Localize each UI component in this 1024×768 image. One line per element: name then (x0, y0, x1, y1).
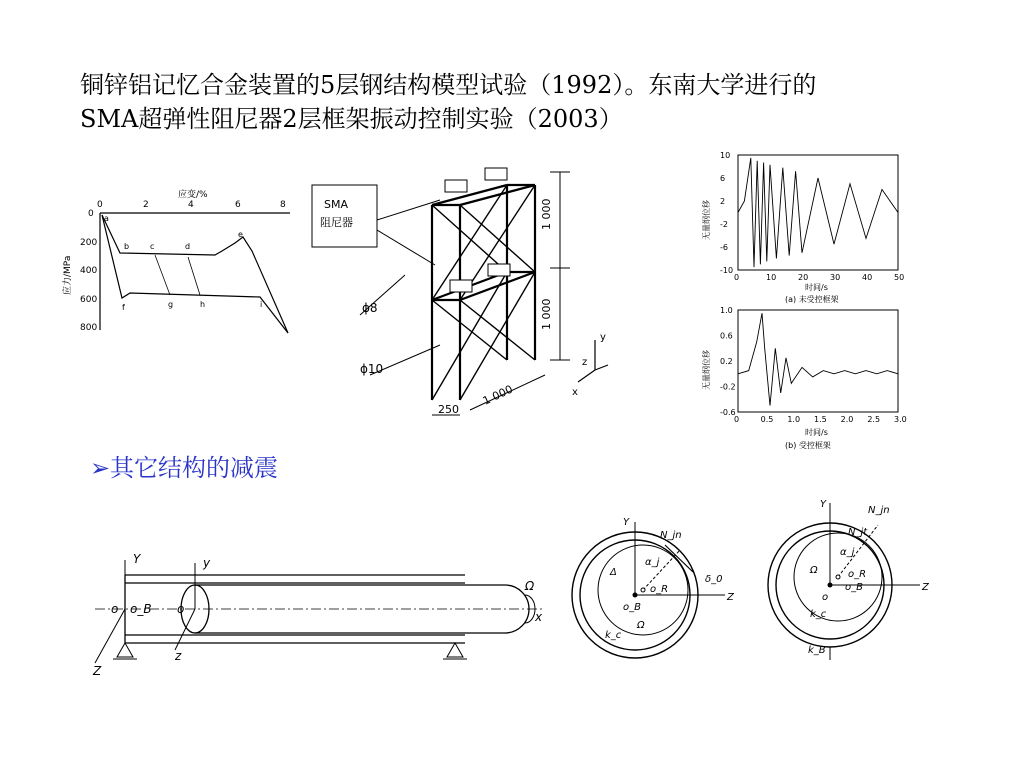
y-tick-label: -2 (720, 220, 728, 229)
top-tick: 2 (143, 200, 149, 210)
label-o: o (111, 602, 119, 616)
label-delta0: δ_0 (705, 574, 723, 585)
label-alpha: α_j (840, 547, 855, 558)
x-tick-label: 1.5 (814, 415, 827, 424)
title-line-2: SMA超弹性阻尼器2层框架振动控制实验（2003） (80, 105, 623, 133)
point-label: b (124, 242, 130, 251)
bullet-arrow-icon: ➢ (90, 454, 111, 482)
label-Y: Y (623, 517, 630, 528)
axis-z: z (582, 357, 588, 368)
point-label: f (122, 303, 125, 312)
x-tick-label: 30 (830, 273, 841, 282)
label-kB: k_B (808, 645, 826, 656)
label-omega: Ω (525, 579, 535, 593)
y-tick-label: -6 (720, 243, 728, 252)
x-tick-label: 40 (862, 273, 873, 282)
y-tick-label: 10 (720, 151, 731, 160)
label-omega: Ω (810, 565, 818, 576)
sma-frame-figure (310, 160, 630, 435)
label-Z: Z (93, 664, 102, 678)
top-tick: 4 (188, 200, 194, 210)
chart-b-title: (b) 受控框架 (785, 441, 831, 450)
label-Z: Z (922, 582, 929, 593)
label-oB: o_B (623, 602, 641, 613)
top-tick: 0 (97, 200, 103, 210)
x-tick-label: 10 (766, 273, 777, 282)
dim-top: 1 000 (540, 198, 553, 230)
bullet-text: 其它结构的减震 (110, 454, 278, 482)
label-alpha: α_j (645, 557, 660, 568)
axis-y: y (600, 332, 606, 343)
label-Njn: N_jn (660, 530, 682, 541)
label-Z: Z (727, 592, 734, 603)
rub-impact-figure-1 (565, 510, 750, 660)
x-tick-label: 0 (734, 273, 740, 282)
y-tick-label: 6 (720, 174, 726, 183)
label-o: o (822, 592, 829, 603)
point-label: g (168, 300, 174, 309)
stress-strain-figure (60, 185, 300, 345)
slide-title (80, 68, 980, 136)
point-label: e (238, 230, 243, 239)
left-tick: 600 (80, 295, 98, 305)
y-tick-label: -0.6 (720, 408, 736, 417)
x-tick-label: 0.5 (760, 415, 774, 424)
label-kc: k_c (605, 630, 622, 641)
phi10-label: ϕ10 (360, 362, 384, 376)
label-oB: o_B (130, 602, 152, 616)
rotor-figure (85, 545, 555, 685)
damper-label-zh: 阻尼器 (320, 216, 353, 229)
response-chart-uncontrolled (695, 145, 910, 305)
left-tick: 800 (80, 323, 98, 333)
y-tick-label: 2 (720, 197, 726, 206)
y-tick-label: 1.0 (720, 306, 733, 315)
damper-label-sma: SMA (324, 198, 348, 211)
bullet-item (90, 448, 278, 483)
chart-a-ylabel: 无量纲位移 (702, 200, 711, 240)
title-line-1: 铜锌铝记忆合金装置的5层钢结构模型试验（1992）。东南大学进行的 (80, 71, 817, 99)
label-delta: Δ (610, 567, 617, 578)
point-label: d (185, 242, 191, 251)
label-Njt: N_jt (848, 527, 868, 538)
chart-a-title: (a) 未受控框架 (785, 295, 839, 304)
left-tick: 0 (88, 209, 94, 219)
chart-b-ylabel: 无量纲位移 (702, 350, 711, 390)
point-label: h (200, 300, 206, 309)
label-y: y (203, 556, 211, 570)
label-x: x (535, 610, 543, 624)
x-tick-label: 0 (734, 415, 740, 424)
label-kc: k_c (810, 609, 827, 620)
loading-curve (102, 215, 288, 333)
dim-depth: 1 000 (480, 382, 515, 408)
chart-b-xlabel: 时间/s (805, 428, 828, 437)
x-tick-label: 20 (798, 273, 809, 282)
unloading-curve (102, 215, 288, 333)
x-tick-label: 2.0 (840, 415, 854, 424)
label-oB: o_B (845, 582, 863, 593)
y-tick-label: -10 (720, 266, 734, 275)
rub-impact-figure-2 (760, 495, 940, 665)
label-Y: Y (820, 499, 827, 510)
label-omega: Ω (637, 620, 645, 631)
label-Y: Y (133, 552, 141, 566)
point-label: a (104, 214, 109, 223)
label-Njn: N_jn (868, 505, 890, 516)
chart-a-series (738, 158, 898, 267)
label-o2: o (177, 602, 185, 616)
x-tick-label: 50 (894, 273, 905, 282)
dim-bottom: 1 000 (540, 298, 553, 330)
point-label: c (150, 242, 155, 251)
label-z: z (175, 649, 182, 663)
top-tick: 6 (235, 200, 241, 210)
left-tick: 400 (80, 266, 98, 276)
top-tick: 8 (280, 200, 286, 210)
axis-x: x (572, 387, 578, 398)
response-chart-controlled (695, 305, 910, 455)
x-tick-label: 2.5 (867, 415, 881, 424)
label-oR: o_R (848, 569, 867, 580)
dim-width: 250 (438, 403, 459, 416)
point-label: i (260, 300, 263, 309)
y-tick-label: 0.6 (720, 331, 733, 341)
chart-a-xlabel: 时间/s (805, 283, 828, 292)
y-tick-label: -0.2 (720, 382, 736, 392)
top-axis-label: 应变/% (178, 190, 208, 200)
x-tick-label: 1.0 (787, 415, 801, 424)
y-tick-label: 0.2 (720, 357, 733, 366)
left-axis-label: 应力/MPa (63, 255, 73, 295)
left-tick: 200 (80, 238, 98, 248)
phi8-label: ϕ8 (362, 301, 378, 315)
label-oR: o_R (650, 584, 669, 595)
x-tick-label: 3.0 (894, 415, 907, 424)
chart-b-series (738, 313, 898, 405)
